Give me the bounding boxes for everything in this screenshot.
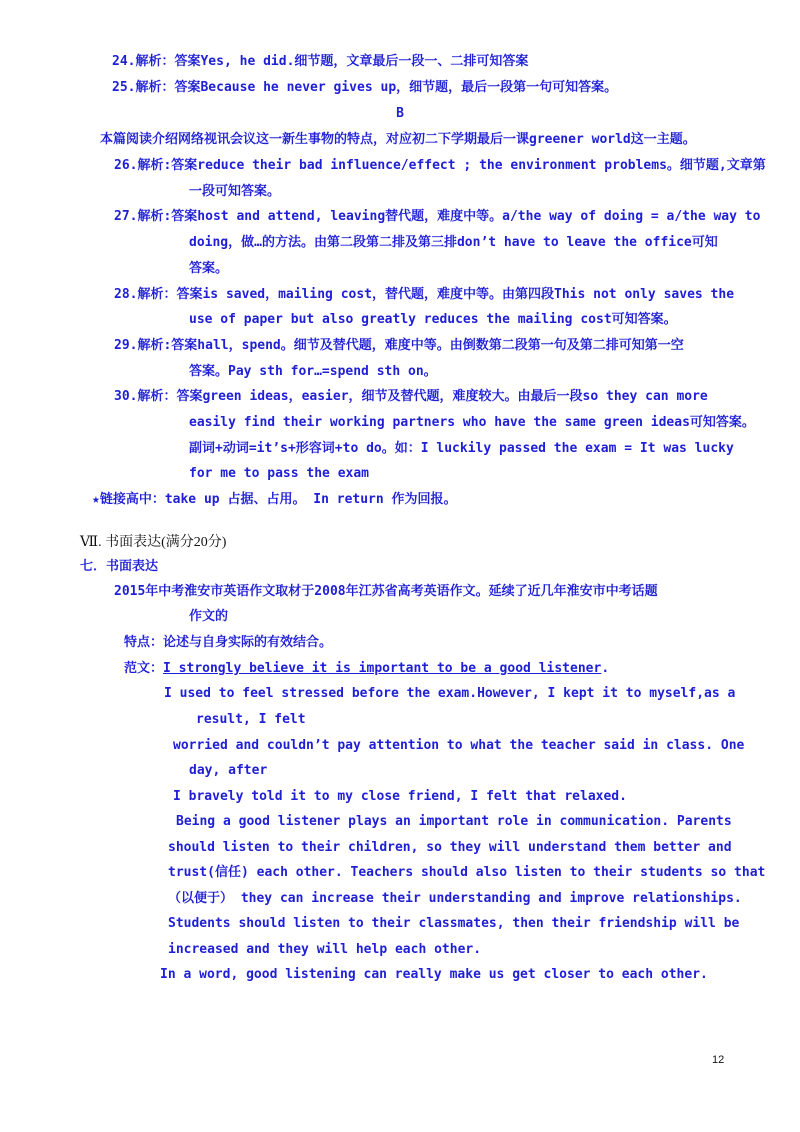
answer-25: 25.解析：答案Because he never gives up，细节题，最后一段第一句可知答案。 (112, 80, 618, 95)
essay-line-1: I used to feel stressed before the exam.However, I kept it to myself,as a (164, 686, 736, 701)
section-b-label: B (396, 106, 404, 121)
answer-24: 24.解析：答案Yes, he did.细节题，文章最后一段一、二排可知答案 (112, 54, 529, 69)
answer-27-line-1: 27.解析:答案host and attend, leaving替代题，难度中等。a/the way of doing = a/the way to (114, 209, 761, 224)
answer-26-line-1: 26.解析:答案reduce their bad influence/effect ; the environment problems。细节题,文章第 (114, 158, 766, 173)
features-line: 特点：论述与自身实际的有效结合。 (124, 635, 333, 650)
essay-line-7: should listen to their children, so they will understand them better and (168, 840, 732, 855)
answer-30-line-1: 30.解析：答案green ideas，easier，细节及替代题，难度较大。由最后一段so they can more (114, 389, 708, 404)
essay-line-6: Being a good listener plays an important role in communication. Parents (176, 814, 732, 829)
essay-line-5: I bravely told it to my close friend, I felt that relaxed. (173, 789, 627, 804)
answer-29-line-1: 29.解析:答案hall，spend。细节及替代题，难度中等。由倒数第二段第一句及第二排可知第一空 (114, 338, 684, 353)
link-high-school: ★链接高中：take up 占据、占用。 In return 作为回报。 (92, 492, 457, 507)
section-7-heading: Ⅶ. 书面表达(满分20分) (80, 535, 227, 550)
model-essay-title-line (124, 661, 609, 677)
answer-30-line-3: 副词+动词=it’s+形容词+to do。如：I luckily passed the exam = It was lucky (189, 441, 734, 456)
answer-30-line-4: for me to pass the exam (189, 466, 370, 481)
page-number: 12 (712, 1054, 725, 1066)
answer-27-line-2: doing，做…的方法。由第二段第二排及第三排don’t have to leave the office可知 (189, 235, 718, 250)
essay-intro-line-1: 2015年中考淮安市英语作文取材于2008年江苏省高考英语作文。延续了近几年淮安市中考话题 (114, 584, 658, 599)
model-title: I strongly believe it is important to be a good listener (163, 661, 602, 676)
essay-line-2: result, I felt (196, 712, 306, 727)
answer-26-line-2: 一段可知答案。 (189, 184, 281, 199)
section-7-subheading: 七．书面表达 (80, 559, 159, 574)
answer-29-line-2: 答案。Pay sth for…=spend sth on。 (189, 364, 437, 379)
answer-28-line-1: 28.解析：答案is saved，mailing cost，替代题，难度中等。由第四段This not only saves the (114, 287, 735, 302)
model-label: 范文： (124, 661, 164, 676)
essay-intro-line-2: 作文的 (189, 609, 229, 624)
essay-line-8: trust(信任) each other. Teachers should also listen to their students so that (168, 865, 766, 880)
answer-27-line-3: 答案。 (189, 261, 229, 276)
essay-line-10: Students should listen to their classmates, then their friendship will be (168, 916, 740, 931)
essay-line-9: （以便于） they can increase their understanding and improve relationships. (168, 891, 742, 906)
answer-30-line-2: easily find their working partners who have the same green ideas可知答案。 (189, 415, 755, 430)
model-title-end: . (601, 661, 610, 676)
section-b-intro: 本篇阅读介绍网络视讯会议这一新生事物的特点，对应初二下学期最后一课greener world这一主题。 (100, 132, 696, 147)
answer-28-line-2: use of paper but also greatly reduces the mailing cost可知答案。 (189, 312, 677, 327)
essay-line-11: increased and they will help each other. (168, 942, 482, 957)
essay-line-3: worried and couldn’t pay attention to what the teacher said in class. One (173, 738, 745, 753)
essay-line-12: In a word, good listening can really make us get closer to each other. (160, 967, 708, 982)
essay-line-4: day, after (189, 763, 268, 778)
